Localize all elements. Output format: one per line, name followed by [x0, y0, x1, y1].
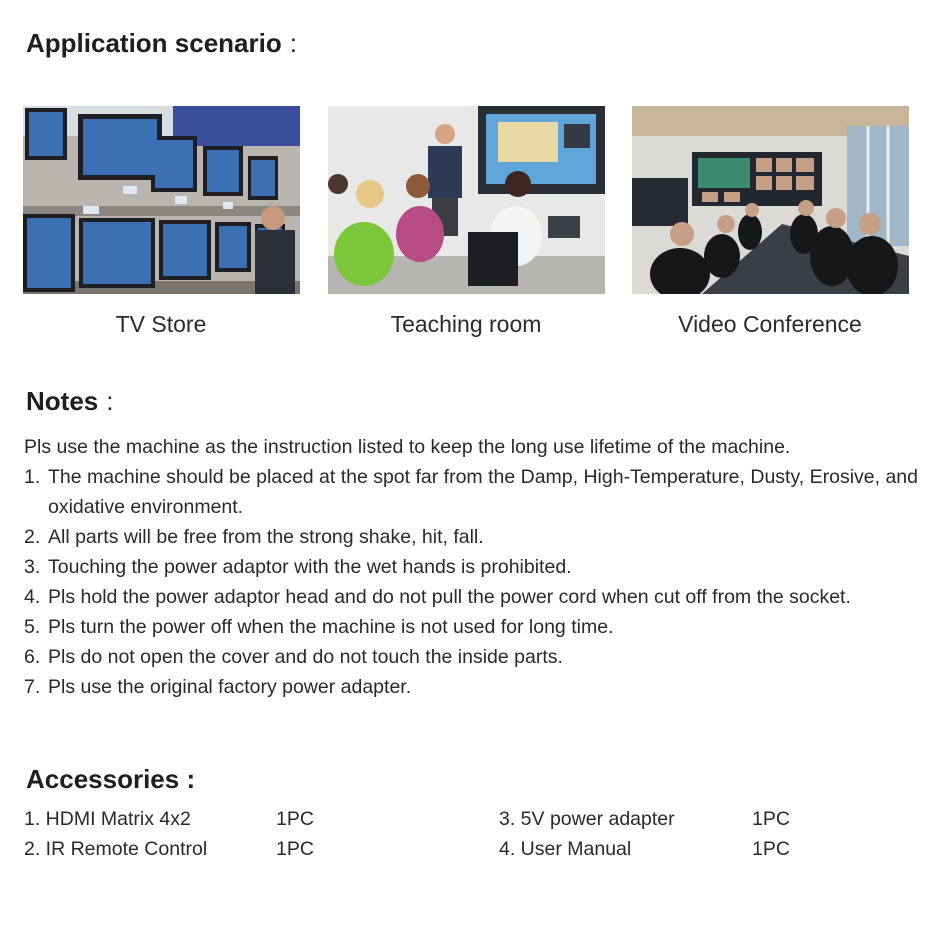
note-number: 5.	[24, 616, 41, 638]
accessory-name: 4. User Manual	[499, 838, 632, 860]
note-item	[24, 582, 924, 612]
note-item	[24, 612, 924, 642]
note-item	[24, 462, 924, 522]
video-conference-caption: Video Conference	[678, 311, 862, 337]
accessory-qty: 1PC	[752, 808, 790, 830]
note-text: Pls use the original factory power adapter.	[48, 676, 412, 698]
notes-list	[24, 432, 924, 702]
accessory-name: 2. IR Remote Control	[24, 838, 208, 860]
note-number: 2.	[24, 526, 41, 548]
tv-store-photo	[23, 106, 300, 294]
notes-heading: Notes :	[26, 386, 114, 416]
note-item	[24, 642, 924, 672]
note-item	[24, 672, 924, 702]
note-item	[24, 522, 924, 552]
note-number: 3.	[24, 556, 41, 578]
note-text: Pls hold the power adaptor head and do not pull the power cord when cut off from the socket.	[48, 586, 851, 608]
note-text: Pls do not open the cover and do not touch the inside parts.	[48, 646, 563, 668]
accessory-name: 3. 5V power adapter	[499, 808, 675, 830]
accessories-heading: Accessories :	[26, 764, 196, 794]
accessory-qty: 1PC	[752, 838, 790, 860]
note-text: Touching the power adaptor with the wet hands is prohibited.	[48, 556, 572, 578]
teaching-room-photo	[328, 106, 605, 294]
tv-store-caption: TV Store	[115, 311, 207, 337]
note-number: 4.	[24, 586, 41, 608]
note-number: 6.	[24, 646, 41, 668]
note-number: 1.	[24, 466, 41, 488]
note-item	[24, 552, 924, 582]
teaching-room-caption: Teaching room	[390, 311, 542, 337]
accessory-name: 1. HDMI Matrix 4x2	[24, 808, 191, 830]
accessory-qty: 1PC	[276, 838, 314, 860]
application-scenario-heading: Application scenario :	[26, 28, 297, 58]
note-text: The machine should be placed at the spot far from the Damp, High-Temperature, Dusty, Erosive, and oxidative environment.	[48, 466, 918, 518]
notes-intro: Pls use the machine as the instruction listed to keep the long use lifetime of the machine.	[24, 436, 791, 458]
video-conference-photo	[632, 106, 909, 294]
note-number: 7.	[24, 676, 41, 698]
note-text: All parts will be free from the strong shake, hit, fall.	[48, 526, 484, 548]
note-text: Pls turn the power off when the machine is not used for long time.	[48, 616, 614, 638]
accessory-qty: 1PC	[276, 808, 314, 830]
